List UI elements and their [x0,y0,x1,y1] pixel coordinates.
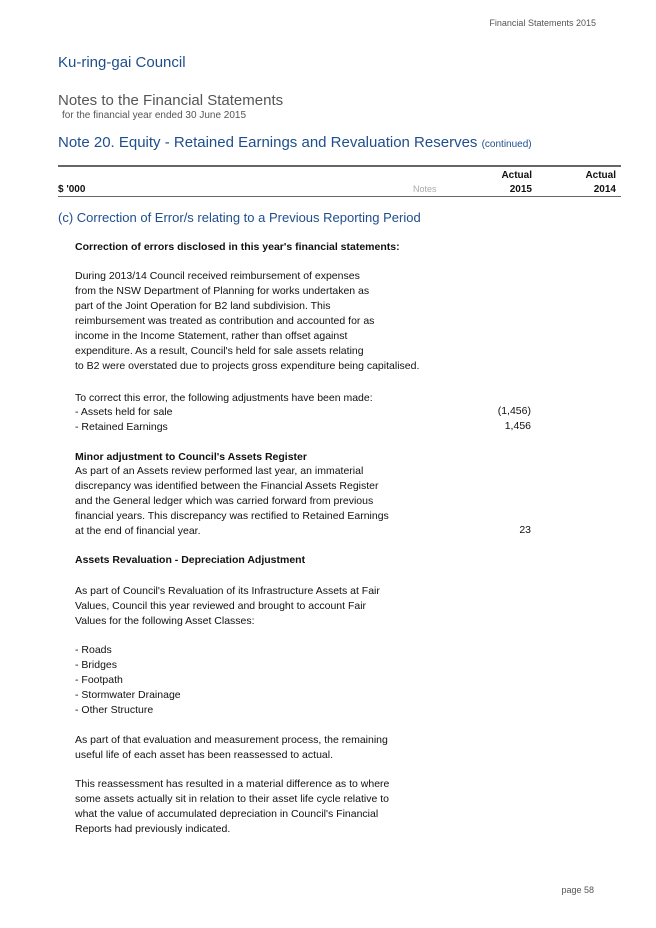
block2-heading: Minor adjustment to Council's Assets Register [75,451,307,463]
text-line: Reports had previously indicated. [75,823,231,835]
notes-label: Notes [413,184,437,194]
text-line: As part of Council's Revaluation of its Infrastructure Assets at Fair [75,585,380,597]
col-2015-top: Actual [501,170,532,181]
block1-heading: Correction of errors disclosed in this year's financial statements: [75,241,400,253]
text-line: income in the Income Statement, rather than offset against [75,330,348,342]
table-header-bottom-rule [58,196,621,197]
note-continued: (continued) [481,139,532,150]
subsection-title: (c) Correction of Error/s relating to a Previous Reporting Period [58,210,421,225]
col-2014-top: Actual [585,170,616,181]
col-2015-year: 2015 [509,184,532,195]
text-line: some assets actually sit in relation to their asset life cycle relative to [75,793,389,805]
note-title-text: Note 20. Equity - Retained Earnings and Revaluation Reserves [58,134,478,151]
block3-heading: Assets Revaluation - Depreciation Adjustment [75,554,306,566]
section-subtitle: for the financial year ended 30 June 2015 [62,110,247,121]
text-line: During 2013/14 Council received reimbursement of expenses [75,270,360,282]
text-line: useful life of each asset has been reassessed to actual. [75,749,333,761]
text-line: what the value of accumulated depreciation in Council's Financial [75,808,379,820]
text-line: This reassessment has resulted in a material difference as to where [75,778,390,790]
text-line: Values, Council this year reviewed and brought to account Fair [75,600,367,612]
text-line: As part of that evaluation and measurement process, the remaining [75,734,388,746]
block1-paragraph [75,269,419,374]
adjustment-value-assets: (1,456) [497,405,531,417]
text-line: discrepancy was identified between the Financial Assets Register [75,480,379,492]
council-name: Ku-ring-gai Council [58,54,186,71]
block2-value: 23 [519,524,531,536]
adjustment-label-assets: - Assets held for sale [75,406,173,418]
table-header-top-rule [58,165,621,167]
text-line: and the General ledger which was carried forward from previous [75,495,374,507]
text-line: financial years. This discrepancy was rectified to Retained Earnings [75,510,389,522]
text-line: reimbursement was treated as contribution and accounted for as [75,315,375,327]
list-item: - Other Structure [75,704,154,716]
text-line: from the NSW Department of Planning for works undertaken as [75,285,370,297]
document-header: Financial Statements 2015 [489,18,596,28]
page-number: page 58 [561,885,594,895]
adjustment-value-retained: 1,456 [504,420,531,432]
text-line: expenditure. As a result, Council's held for sale assets relating [75,345,364,357]
text-line: Values for the following Asset Classes: [75,615,255,627]
text-line: As part of an Assets review performed last year, an immaterial [75,465,364,477]
list-item: - Footpath [75,674,123,686]
col-2014-year: 2014 [593,184,616,195]
asset-classes-list [75,643,181,718]
note-title [58,134,532,151]
text-line: to B2 were overstated due to projects gross expenditure being capitalised. [75,360,420,372]
adjustment-label-retained: - Retained Earnings [75,421,168,433]
block3-para3 [75,777,389,837]
text-line: at the end of financial year. [75,525,201,537]
units-label: $ '000 [58,184,86,195]
block3-para1 [75,584,380,629]
list-item: - Roads [75,644,112,656]
list-item: - Bridges [75,659,118,671]
text-line: part of the Joint Operation for B2 land subdivision. This [75,300,331,312]
list-item: - Stormwater Drainage [75,689,181,701]
block3-para2 [75,733,388,763]
section-title: Notes to the Financial Statements [58,92,284,109]
block2-paragraph [75,464,389,539]
block1-intro: To correct this error, the following adjustments have been made: [75,392,373,404]
